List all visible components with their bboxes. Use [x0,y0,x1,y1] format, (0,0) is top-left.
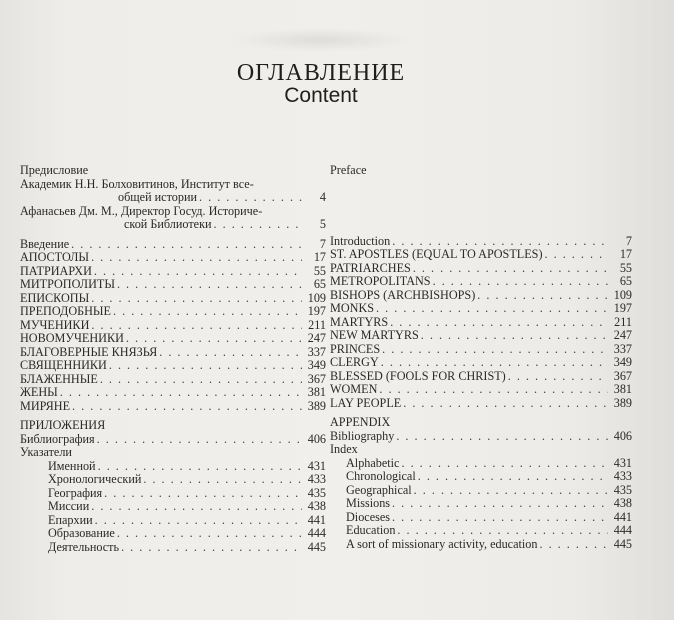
toc-page-number: 337 [613,341,632,356]
toc-row-index[interactable] [20,473,326,487]
show-through-shadow [230,28,410,52]
toc-label: PRINCES [330,341,381,356]
toc-row-index[interactable] [330,470,632,484]
leader-dots [91,319,302,333]
leader-dots [109,359,302,373]
toc-page-number: 109 [613,287,632,302]
toc-row[interactable] [20,359,326,373]
toc-label: Введение [20,236,70,251]
leader-dots [508,370,608,384]
toc-label: АПОСТОЛЫ [20,250,90,264]
preface-heading: Предисловие [20,163,89,177]
leader-dots [418,470,608,484]
toc-label: МУЧЕНИКИ [20,317,90,332]
toc-label: ской Библиотеки [124,217,212,231]
leader-dots [396,430,608,444]
toc-label: Bibliography [330,428,395,443]
toc-row[interactable] [330,275,632,289]
toc-page-number: 441 [307,512,326,527]
toc-label: Хронологический [48,472,142,486]
toc-label: A sort of missionary activity, education [346,536,538,551]
toc-row-index[interactable] [330,484,632,498]
toc-row-index[interactable] [20,514,326,528]
leader-dots [71,238,302,252]
preface-entry-1[interactable] [20,191,326,205]
toc-page-number: 444 [307,526,326,540]
toc-row[interactable] [330,397,632,411]
toc-page-number: 247 [613,328,632,342]
leader-dots [100,373,302,387]
toc-label: География [48,485,103,500]
toc-page-number: 381 [307,385,326,399]
toc-row[interactable] [330,289,632,303]
appendix-heading: ПРИЛОЖЕНИЯ [20,418,106,432]
toc-row-index[interactable] [20,487,326,501]
leader-dots [392,511,608,525]
leader-dots [477,289,608,303]
leader-dots [91,500,302,514]
toc-label: Geographical [346,482,412,497]
page-title-ru: ОГЛАВЛЕНИЕ [236,60,406,86]
toc-row[interactable] [20,400,326,414]
leader-dots [401,457,608,471]
toc-label: LAY PEOPLE [330,395,402,410]
toc-page-number: 197 [613,301,632,315]
toc-page-number: 381 [613,382,632,396]
leader-dots [117,278,302,292]
toc-label: NEW MARTYRS [330,328,419,342]
leader-dots [121,541,302,555]
toc-label: Деятельность [48,539,120,554]
toc-page-number: 211 [308,317,326,332]
leader-dots [390,316,608,330]
toc-page-number: 441 [613,509,632,524]
leader-dots [104,487,302,501]
index-heading: Index [330,442,358,456]
toc-page-number: 55 [619,260,632,275]
toc-row[interactable] [330,302,632,316]
toc-page-number: 406 [613,428,632,443]
toc-row[interactable] [20,332,326,346]
toc-label: МИТРОПОЛИТЫ [20,277,115,291]
toc-label: БЛАЖЕННЫЕ [20,371,98,386]
toc-page-number: 367 [307,371,326,386]
toc-row[interactable] [330,356,632,370]
toc-page-number: 55 [313,263,326,278]
leader-dots [60,386,302,400]
toc-page-number: 438 [613,496,632,510]
leader-dots [94,265,302,279]
toc-column-en [330,164,632,551]
toc-label: ПРЕПОДОБНЫЕ [20,304,112,318]
toc-label: Миссии [48,499,90,513]
toc-column-ru [20,164,326,554]
toc-label: общей истории [118,190,197,204]
toc-row[interactable] [20,386,326,400]
toc-label: ЖЕНЫ [20,385,58,399]
leader-dots [413,262,608,276]
toc-label: Chronological [346,469,416,483]
toc-page-number: 367 [613,368,632,383]
toc-page-number: 431 [307,458,326,473]
toc-row[interactable] [20,265,326,279]
toc-row-index[interactable] [20,500,326,514]
toc-page-number: 389 [307,398,326,413]
leader-dots [91,251,302,265]
leader-dots [381,356,608,370]
leader-dots [397,524,608,538]
toc-page-number: 438 [307,499,326,513]
toc-row[interactable] [330,383,632,397]
toc-label: БЛАГОВЕРНЫЕ КНЯЗЬЯ [20,344,158,359]
toc-row-index[interactable] [20,527,326,541]
toc-page-number: 7 [625,233,632,248]
toc-page-number: 17 [619,247,632,261]
toc-row-bibliography[interactable] [20,433,326,447]
toc-row[interactable] [330,329,632,343]
toc-label: МИРЯНЕ [20,398,71,413]
leader-dots [98,460,302,474]
toc-label: СВЯЩЕННИКИ [20,358,107,372]
toc-page-number: 445 [613,536,632,551]
preface-entry-2[interactable] [20,218,326,232]
preface-heading: Preface [330,163,367,177]
toc-row[interactable] [330,262,632,276]
toc-page-number: 109 [307,290,326,305]
toc-row[interactable] [330,370,632,384]
leader-dots [91,292,302,306]
toc-label: ST. APOSTLES (EQUAL TO APOSTLES) [330,247,543,261]
toc-page-number: 406 [307,431,326,446]
toc-row[interactable] [20,346,326,360]
toc-page-number: 5 [319,217,326,231]
leader-dots [545,248,608,262]
toc-label: ПАТРИАРХИ [20,263,92,278]
toc-row-bibliography[interactable] [330,430,632,444]
toc-page-number: 435 [307,485,326,500]
toc-row-index[interactable] [20,541,326,555]
toc-page-number: 389 [613,395,632,410]
toc-label: METROPOLITANS [330,274,431,288]
toc-row-index[interactable] [330,497,632,511]
toc-row-index[interactable] [20,460,326,474]
toc-label: ЕПИСКОПЫ [20,290,90,305]
toc-page-number: 431 [613,455,632,470]
toc-page-number: 7 [319,236,326,251]
toc-row[interactable] [330,343,632,357]
toc-label: Библиография [20,431,95,446]
toc-row-index[interactable] [330,457,632,471]
leader-dots [421,329,608,343]
leader-dots [379,383,608,397]
leader-dots [382,343,608,357]
leader-dots [143,473,302,487]
toc-page-number: 65 [619,274,632,288]
leader-dots [392,235,608,249]
leader-dots [97,433,302,447]
toc-label: MONKS [330,301,375,315]
toc-row[interactable] [20,238,326,252]
leader-dots [392,497,608,511]
leader-dots [199,191,302,205]
toc-row[interactable] [20,305,326,319]
toc-page-number: 17 [313,250,326,264]
toc-row[interactable] [330,316,632,330]
toc-page-number: 4 [319,190,326,204]
toc-label: Alphabetic [346,455,400,470]
leader-dots [414,484,608,498]
leader-dots [403,397,608,411]
toc-row[interactable] [20,278,326,292]
toc-label: PATRIARCHES [330,260,411,275]
toc-label: Именной [48,458,96,473]
toc-row[interactable] [20,319,326,333]
toc-label: BISHOPS (ARCHBISHOPS) [330,287,476,302]
toc-page-number: 445 [307,539,326,554]
toc-row[interactable] [20,292,326,306]
toc-label: Образование [48,526,115,540]
toc-page-number: 211 [614,314,632,329]
toc-label: MARTYRS [330,314,389,329]
toc-page-number: 337 [307,344,326,359]
toc-page-number: 247 [307,331,326,345]
toc-row-index[interactable] [330,538,632,552]
toc-label: WOMEN [330,382,378,396]
toc-label: Missions [346,496,391,510]
toc-label: BLESSED (FOOLS FOR CHRIST) [330,368,506,383]
page-title-en: Content [284,84,358,107]
leader-dots [113,305,302,319]
toc-row-index[interactable] [330,524,632,538]
toc-label: Епархии [48,512,93,527]
toc-page-number: 65 [313,277,326,291]
leader-dots [72,400,302,414]
preface-entry-1-line1: Академик Н.Н. Болховитинов, Институт все- [20,176,254,191]
toc-page-number: 349 [613,355,632,369]
toc-row[interactable] [20,373,326,387]
toc-row[interactable] [330,248,632,262]
toc-label: Introduction [330,233,391,248]
toc-row[interactable] [330,235,632,249]
preface-entry-2-line1: Афанасьев Дм. М., Директор Госуд. Историче- [20,203,263,218]
leader-dots [117,527,302,541]
leader-dots [214,218,302,232]
toc-label: НОВОМУЧЕНИКИ [20,331,124,345]
toc-label: Dioceses [346,509,390,524]
toc-page-number: 197 [307,304,326,318]
leader-dots [433,275,608,289]
toc-page-number: 349 [307,358,326,372]
toc-page-number: 435 [613,482,632,497]
toc-label: Education [346,523,396,537]
appendix-heading: APPENDIX [330,415,391,429]
toc-row-index[interactable] [330,511,632,525]
index-heading: Указатели [20,445,72,459]
leader-dots [159,346,302,360]
leader-dots [95,514,302,528]
toc-page-number: 444 [613,523,632,537]
toc-page-number: 433 [613,469,632,483]
leader-dots [126,332,302,346]
toc-label: CLERGY [330,355,379,369]
toc-page-number: 433 [307,472,326,486]
leader-dots [539,538,608,552]
toc-row[interactable] [20,251,326,265]
leader-dots [376,302,608,316]
